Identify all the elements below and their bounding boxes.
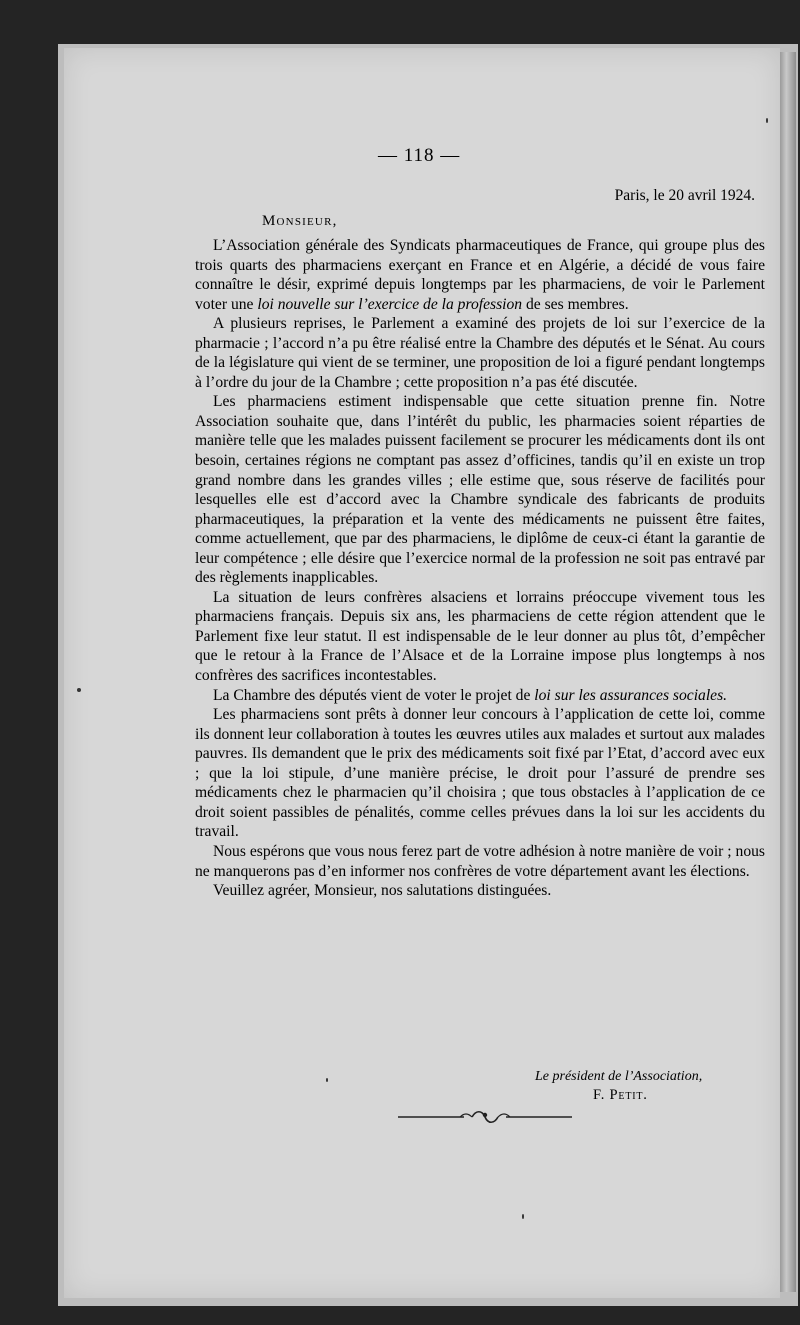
page-edge	[780, 52, 796, 1292]
paragraph-1: L’Association générale des Syndicats pharmaceutiques de France, qui groupe plus des trois quarts des pharmaciens exerçant en France et en Algérie, a décidé de vous faire connaître le désir, exprimé depuis longtemps par les pharmaciens, de voir le Parlement voter une loi nouvelle sur l’exercice de la profession de ses membres.	[195, 237, 765, 313]
ink-speck	[326, 1078, 328, 1082]
paragraph-3: Les pharmaciens estiment indispensable que cette situation prenne fin. Notre Association souhaite que, dans l’intérêt du public, les pharmacies soient réparties de manière telle que les malades puissent facilement se procurer les médicaments dont ils ont besoin, certaines régions ne comptant pas assez d’officines, tandis qu’il en existe un trop grand nombre dans les grandes villes ; elle estime que, sous réserve de facilités pour lesquelles elle est d’accord avec la Chambre syndicale des fabricants de produits pharmaceutiques, la préparation et la vente des médicaments ne puissent être faites, comme actuellement, que par des pharmaciens, le diplôme de ceux-ci étant la garantie de leur compétence ; elle désire que l’exercice normal de la profession ne soit pas entravé par des règlements inapplicables.	[195, 393, 765, 587]
letter-body	[195, 236, 765, 901]
signature-title: Le président de l’Association,	[535, 1069, 703, 1084]
fleuron-ornament-icon	[398, 1108, 572, 1124]
paragraph-4: La situation de leurs confrères alsaciens et lorrains préoccupe vivement tous les pharmaciens français. Depuis six ans, les pharmaciens de cette région attendent que le Parlement fixe leur statut. Il est indispensable de le leur donner au plus tôt, d’empêcher que le retour à la France de l’Alsace et de la Lorraine impose plus longtemps à nos confrères des sacrifices incontestables.	[195, 588, 765, 685]
paragraph-6: Les pharmaciens sont prêts à donner leur concours à l’application de cette loi, comme ils donnent leur collaboration à toutes les œuvres utiles aux malades et surtout aux malades pauvres. Ils demandent que le prix des médicaments soit fixé par l’Etat, d’accord avec eux ; que la loi stipule, d’une manière précise, le droit pour l’assuré de prendre ses médicaments chez le pharmacien qu’il choisira ; que tous obstacles à l’application de ce droit soient passibles de pénalités, comme celles prévues dans la loi sur les accidents du travail.	[195, 706, 765, 841]
paragraph-2: A plusieurs reprises, le Parlement a examiné des projets de loi sur l’exercice de la pharmacie ; l’accord n’a pu être réalisé entre la Chambre des députés et le Sénat. Au cours de la législature qui vient de se terminer, une proposition de loi a figuré pendant longtemps à l’ordre du jour de la Chambre ; cette proposition n’a pas été discutée.	[195, 315, 765, 391]
ink-speck	[766, 118, 768, 123]
letter-date: Paris, le 20 avril 1924.	[614, 187, 755, 204]
ink-speck	[77, 688, 81, 692]
paragraph-5: La Chambre des députés vient de voter le projet de loi sur les assurances sociales.	[213, 686, 728, 704]
letter-salutation: Monsieur,	[262, 213, 338, 229]
paragraph-8: Veuillez agréer, Monsieur, nos salutations distinguées.	[213, 882, 552, 900]
signature-name: F. Petit.	[593, 1087, 648, 1103]
paragraph-7: Nous espérons que vous nous ferez part de votre adhésion à notre manière de voir ; nous ne manquerons pas d’en informer nos confrères de votre département avant les élections.	[195, 842, 765, 880]
ink-speck	[522, 1214, 524, 1219]
page-number: — 118 —	[378, 145, 461, 166]
